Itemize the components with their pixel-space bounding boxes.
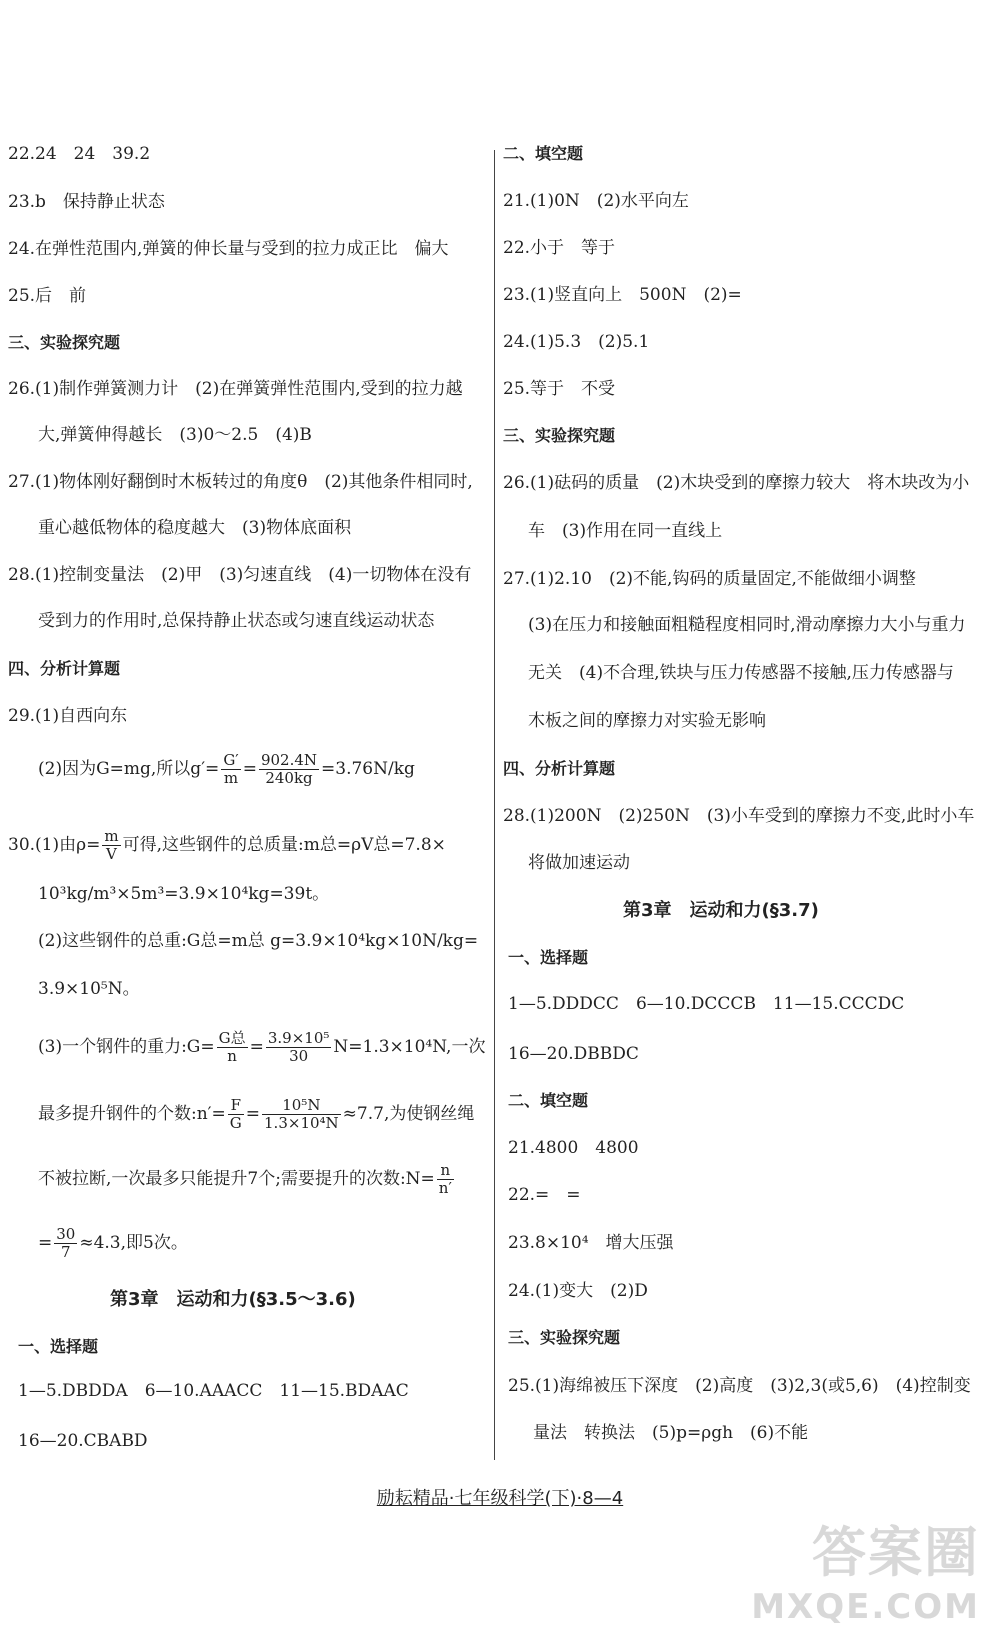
numerator: n <box>437 1162 454 1180</box>
answer-line: 26.(1)砝码的质量 (2)木块受到的摩擦力较大 将木块改为小 <box>503 473 970 493</box>
formula-text: (3)一个钢件的重力:G= <box>38 1037 215 1057</box>
fraction <box>102 828 120 863</box>
answer-line: 27.(1)物体刚好翻倒时木板转过的角度θ (2)其他条件相同时, <box>8 472 473 492</box>
denominator: G <box>229 1114 242 1132</box>
answer-line: 24.(1)5.3 (2)5.1 <box>503 332 650 352</box>
formula-text: ≈7.7,为使钢丝绳 <box>342 1104 475 1124</box>
answer-line: 1—5.DBDDA 6—10.AAACC 11—15.BDAAC <box>18 1381 409 1401</box>
denominator: V <box>106 845 117 863</box>
formula-text: 最多提升钢件的个数:n′= <box>38 1104 226 1124</box>
denominator: 7 <box>61 1243 71 1261</box>
fraction <box>54 1226 77 1261</box>
answer-line: 10³kg/m³×5m³=3.9×10⁴kg=39t。 <box>38 884 330 904</box>
fraction <box>262 1097 341 1132</box>
answer-line: 16—20.DBBDC <box>508 1044 639 1064</box>
formula-line <box>38 1226 188 1261</box>
answer-line: 25.后 前 <box>8 286 87 306</box>
answer-line: 22.小于 等于 <box>503 238 616 258</box>
denominator: m <box>223 769 239 787</box>
answer-line: 无关 (4)不合理,铁块与压力传感器不接触,压力传感器与 <box>528 663 954 683</box>
answer-line: 25.(1)海绵被压下深度 (2)高度 (3)2,3(或5,6) (4)控制变 <box>508 1376 971 1396</box>
formula-text: 30.(1)由ρ= <box>8 835 101 855</box>
formula-text: ≈4.3,即5次。 <box>79 1233 188 1253</box>
formula-text: = <box>249 1037 264 1057</box>
fraction <box>228 1097 244 1132</box>
answer-line: 23.8×10⁴ 增大压强 <box>508 1233 674 1253</box>
answer-line: 27.(1)2.10 (2)不能,钩码的质量固定,不能做细小调整 <box>503 569 916 589</box>
numerator: 30 <box>56 1225 76 1243</box>
answer-line: 22.24 24 39.2 <box>8 144 151 164</box>
formula-line <box>38 1030 485 1065</box>
answer-line: 1—5.DDDCC 6—10.DCCCB 11—15.CCCDC <box>508 994 905 1014</box>
watermark-logo: 答案圈 <box>812 1521 980 1584</box>
answer-line: (2)这些钢件的总重:G总=m总 g=3.9×10⁴kg×10N/kg= <box>38 931 479 951</box>
formula-text: =3.76N/kg <box>321 759 415 779</box>
numerator: 10⁵N <box>262 1097 341 1115</box>
chapter-heading: 第3章 运动和力(§3.5～3.6) <box>110 1289 356 1310</box>
answer-line: 28.(1)200N (2)250N (3)小车受到的摩擦力不变,此时小车 <box>503 806 975 826</box>
numerator: m <box>104 827 119 845</box>
section-heading: 二、填空题 <box>508 1091 589 1110</box>
answer-line: 29.(1)自西向东 <box>8 706 128 726</box>
formula-text: (2)因为G=mg,所以g′= <box>38 759 220 779</box>
formula-text: = <box>242 759 257 779</box>
fraction <box>266 1030 332 1065</box>
answer-line: 25.等于 不受 <box>503 379 616 399</box>
answer-line: 16—20.CBABD <box>18 1431 148 1451</box>
denominator: 30 <box>289 1047 309 1065</box>
section-heading: 三、实验探究题 <box>8 333 121 352</box>
numerator: G′ <box>223 751 239 769</box>
denominator: 1.3×10⁴N <box>264 1114 339 1132</box>
answer-line: 21.4800 4800 <box>508 1138 639 1158</box>
watermark-url: MXQE.COM <box>751 1587 980 1627</box>
section-heading: 四、分析计算题 <box>8 659 121 678</box>
section-heading: 三、实验探究题 <box>503 426 616 445</box>
numerator: G总 <box>218 1029 246 1047</box>
answer-line: (3)在压力和接触面粗糙程度相同时,滑动摩擦力大小与重力 <box>528 615 966 635</box>
answer-line: 22.= = <box>508 1185 581 1205</box>
answer-line: 大,弹簧伸得越长 (3)0～2.5 (4)B <box>38 425 312 445</box>
page-footer <box>0 1484 1000 1510</box>
column-divider <box>494 150 495 1460</box>
numerator: 902.4N <box>260 751 318 769</box>
formula-text: = <box>38 1233 53 1253</box>
numerator: F <box>228 1097 244 1115</box>
fraction <box>259 752 319 787</box>
section-heading: 四、分析计算题 <box>503 759 616 778</box>
footer-text: 励耘精品·七年级科学(下)·8—4 <box>376 1488 624 1509</box>
answer-line: 23.b 保持静止状态 <box>8 192 165 212</box>
answer-line: 26.(1)制作弹簧测力计 (2)在弹簧弹性范围内,受到的拉力越 <box>8 379 463 399</box>
section-heading: 一、选择题 <box>508 948 589 967</box>
answer-line: 量法 转换法 (5)p=ρgh (6)不能 <box>533 1423 809 1443</box>
answer-line: 将做加速运动 <box>528 853 630 873</box>
answer-line: 24.(1)变大 (2)D <box>508 1281 648 1301</box>
denominator: n′ <box>438 1179 452 1197</box>
formula-text: 可得,这些钢件的总质量:m总=ρV总=7.8× <box>122 835 446 855</box>
fraction <box>437 1162 454 1197</box>
denominator: 240kg <box>265 769 313 787</box>
formula-line <box>38 752 415 787</box>
answer-line: 重心越低物体的稳度越大 (3)物体底面积 <box>38 518 352 538</box>
formula-text: 不被拉断,一次最多只能提升7个;需要提升的次数:N= <box>38 1169 435 1189</box>
answer-line: 21.(1)0N (2)水平向左 <box>503 191 689 211</box>
section-heading: 二、填空题 <box>503 144 584 163</box>
formula-text: N=1.3×10⁴N,一次 <box>333 1037 486 1057</box>
answer-line: 23.(1)竖直向上 500N (2)= <box>503 285 742 305</box>
answer-line: 28.(1)控制变量法 (2)甲 (3)匀速直线 (4)一切物体在没有 <box>8 565 472 585</box>
watermark <box>751 1510 980 1627</box>
answer-line: 3.9×10⁵N。 <box>38 979 140 999</box>
answer-line: 24.在弹性范围内,弹簧的伸长量与受到的拉力成正比 偏大 <box>8 239 449 259</box>
formula-text: = <box>245 1104 261 1124</box>
numerator: 3.9×10⁵ <box>267 1029 330 1047</box>
formula-line <box>38 1162 456 1197</box>
section-heading: 三、实验探究题 <box>508 1328 621 1347</box>
chapter-heading: 第3章 运动和力(§3.7) <box>623 900 819 921</box>
denominator: n <box>227 1047 237 1065</box>
formula-line <box>38 1097 474 1132</box>
fraction <box>221 752 240 787</box>
answer-line: 车 (3)作用在同一直线上 <box>528 521 723 541</box>
answer-line: 木板之间的摩擦力对实验无影响 <box>528 711 766 731</box>
formula-line <box>8 828 446 863</box>
answer-line: 受到力的作用时,总保持静止状态或匀速直线运动状态 <box>38 611 435 631</box>
fraction <box>217 1030 248 1065</box>
section-heading: 一、选择题 <box>18 1337 99 1356</box>
